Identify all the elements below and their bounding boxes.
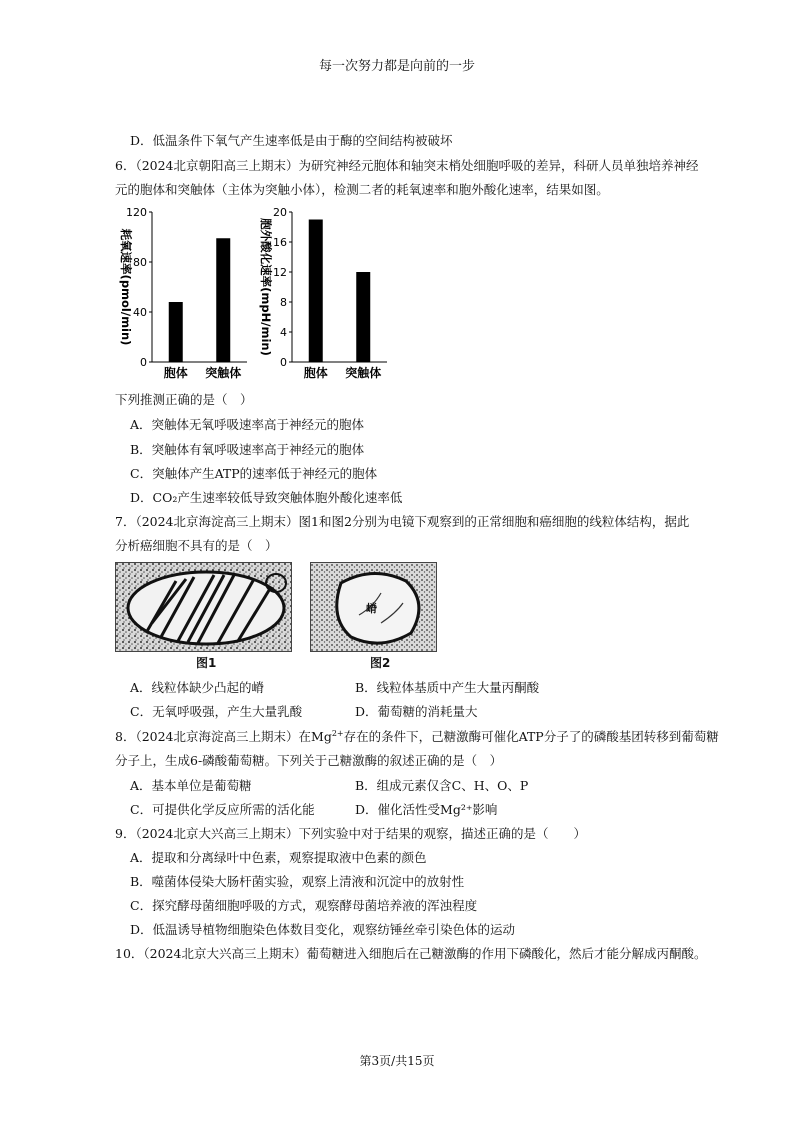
- figure1-caption: 图1: [196, 656, 217, 670]
- q7-option-b: B．线粒体基质中产生大量丙酮酸: [355, 680, 540, 695]
- q9-option-b: B．噬菌体侵染大肠杆菌实验，观察上清液和沉淀中的放射性: [130, 874, 465, 889]
- y-tick-label: 8: [280, 296, 287, 309]
- q5-option-d: D．低温条件下氧气产生速率低是由于酶的空间结构被破坏: [130, 133, 453, 148]
- bar-synaptosome: [216, 238, 230, 362]
- page-footer: 第3页/共15页: [359, 1054, 435, 1068]
- y-tick-label: 40: [133, 306, 147, 319]
- q6-stem-line1: 6．（2024北京朝阳高三上期末）为研究神经元胞体和轴突末梢处细胞呼吸的差异，科研人员单独培养神经: [115, 158, 699, 173]
- q9-option-a: A．提取和分离绿叶中色素，观察提取液中色素的颜色: [130, 850, 427, 865]
- y-axis-label: 耗氧速率(pmol/min): [119, 228, 133, 346]
- q7-option-d: D．葡萄糖的消耗量大: [355, 704, 478, 719]
- y-tick-label: 120: [126, 206, 147, 219]
- crista-label: 嵴: [366, 602, 377, 615]
- q8-stem-line2: 分子上，生成6-磷酸葡萄糖。下列关于己糖激酶的叙述正确的是（ ）: [115, 753, 503, 768]
- figure1-normal-mitochondrion-image: [115, 562, 292, 652]
- q7-option-a: A．线粒体缺少凸起的嵴: [130, 680, 265, 695]
- x-tick-label: 突触体: [345, 366, 382, 380]
- q6-question: 下列推测正确的是（ ）: [115, 392, 253, 407]
- q7-stem-line1: 7．（2024北京海淀高三上期末）图1和图2分别为电镜下观察到的正常细胞和癌细胞的线粒体结构，据此: [115, 514, 690, 529]
- q7-option-c: C．无氧呼吸强，产生大量乳酸: [130, 704, 303, 719]
- q9-option-c: C．探究酵母菌细胞呼吸的方式，观察酵母菌培养液的浑浊程度: [130, 898, 478, 913]
- q8-option-b: B．组成元素仅含C、H、O、P: [355, 778, 529, 793]
- q8-option-a: A．基本单位是葡萄糖: [130, 778, 252, 793]
- q6-option-c: C．突触体产生ATP的速率低于神经元的胞体: [130, 466, 378, 481]
- q9-option-d: D．低温诱导植物细胞染色体数目变化，观察纺锤丝牵引染色体的运动: [130, 922, 516, 937]
- q7-stem-line2: 分析癌细胞不具有的是（ ）: [115, 538, 278, 553]
- y-tick-label: 16: [273, 236, 287, 249]
- q8-option-c: C．可提供化学反应所需的活化能: [130, 802, 315, 817]
- y-tick-label: 4: [280, 326, 287, 339]
- q6-option-b: B．突触体有氧呼吸速率高于神经元的胞体: [130, 442, 365, 457]
- y-tick-label: 80: [133, 256, 147, 269]
- y-tick-label: 12: [273, 266, 287, 279]
- bar-soma: [309, 220, 323, 363]
- q9-stem: 9．（2024北京大兴高三上期末）下列实验中对于结果的观察，描述正确的是（ ）: [115, 826, 587, 841]
- q6-option-a: A．突触体无氧呼吸速率高于神经元的胞体: [130, 417, 365, 432]
- q8-stem-line1: 8．（2024北京海淀高三上期末）在$Mg^{2+}$存在的条件下，己糖激酶可催化ATP分子了的磷酸基团转移到葡萄糖: [115, 728, 719, 744]
- q10-stem: 10．（2024北京大兴高三上期末）葡萄糖进入细胞后在己糖激酶的作用下磷酸化，然后才能分解成丙酮酸。: [115, 946, 707, 961]
- oxygen-consumption-chart: [110, 200, 260, 385]
- q8-option-d: D．催化活性受Mg²⁺影响: [355, 802, 498, 817]
- x-tick-label: 突触体: [205, 366, 242, 380]
- x-tick-label: 胞体: [303, 366, 328, 380]
- q6-stem-line2: 元的胞体和突触体（主体为突触小体），检测二者的耗氧速率和胞外酸化速率，结果如图。: [115, 182, 609, 197]
- y-tick-label: 20: [273, 206, 287, 219]
- extracellular-acidification-chart: [250, 200, 400, 385]
- y-axis-label: 胞外酸化速率(mpH/min): [259, 218, 273, 356]
- figure2-caption: 图2: [370, 656, 391, 670]
- q6-option-d: D．CO₂产生速率较低导致突触体胞外酸化速率低: [130, 490, 403, 505]
- y-tick-label: 0: [280, 356, 287, 369]
- x-tick-label: 胞体: [163, 366, 188, 380]
- page-header: 每一次努力都是向前的一步: [318, 59, 475, 74]
- bar-soma: [169, 302, 183, 362]
- bar-synaptosome: [356, 272, 370, 362]
- y-tick-label: 0: [140, 356, 147, 369]
